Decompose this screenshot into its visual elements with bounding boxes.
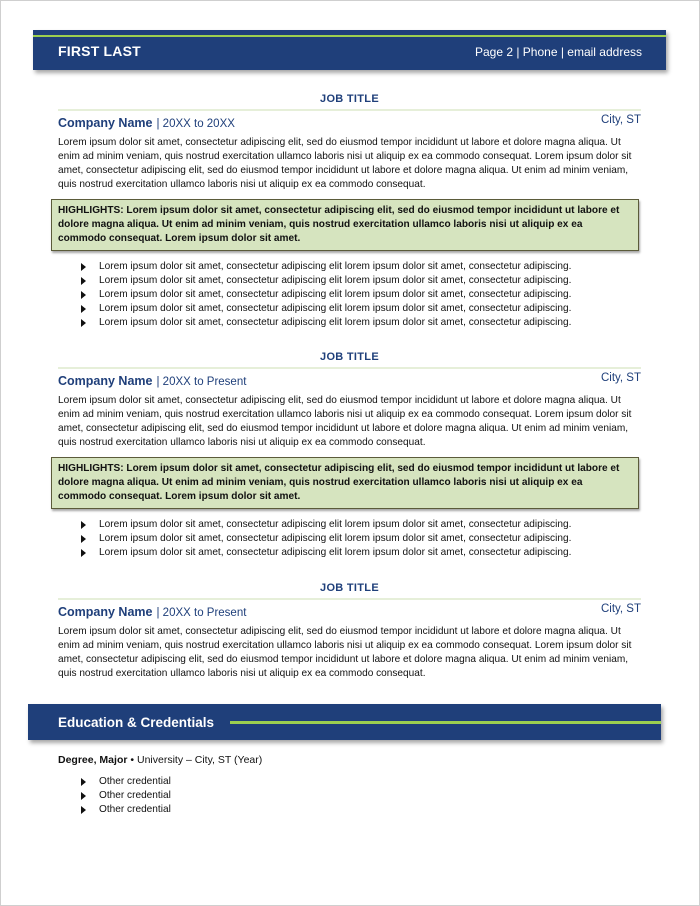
highlights-box: HIGHLIGHTS: Lorem ipsum dolor sit amet, consectetur adipiscing elit, sed do eiusmod tempor incididunt ut labore et dolore magna aliqua. Ut enim ad minim veniam, quis nostrud exercitation ullamco laboris nisi ut aliquip ex ea commodo consequat. Lorem ipsum dolor sit amet. <box>51 199 639 251</box>
bullet-arrow-icon <box>81 778 86 786</box>
job-section-2 <box>58 351 641 450</box>
list-item: Lorem ipsum dolor sit amet, consectetur adipiscing elit lorem ipsum dolor sit amet, consectetur adipiscing. <box>81 288 571 302</box>
list-item: Other credential <box>81 789 171 803</box>
company-row <box>58 109 641 130</box>
job-dates: | 20XX to Present <box>156 607 247 619</box>
job-title: JOB TITLE <box>320 93 379 105</box>
company-name: Company Name <box>58 116 153 130</box>
company-name: Company Name <box>58 605 153 619</box>
bullet-list <box>81 260 571 330</box>
job-description: Lorem ipsum dolor sit amet, consectetur adipiscing elit, sed do eiusmod tempor incididunt ut labore et dolore magna aliqua. Ut enim ad minim veniam, quis nostrud exercitation ullamco laboris nisi ut aliquip ex ea commodo consequat. Lorem ipsum dolor sit amet, consectetur adipiscing elit, sed do eiusmod tempor incididunt ut labore et dolore magna aliqua. Ut enim ad minim veniam, quis nostrud exercitation ullamco laboris nisi ut aliquip ex ea commodo consequat. <box>58 137 632 190</box>
bullet-arrow-icon <box>81 806 86 814</box>
list-item: Lorem ipsum dolor sit amet, consectetur adipiscing elit lorem ipsum dolor sit amet, consectetur adipiscing. <box>81 316 571 330</box>
degree-line <box>58 754 262 766</box>
candidate-name: FIRST LAST <box>58 43 141 59</box>
separator-bullet: • <box>130 754 135 766</box>
company-name: Company Name <box>58 374 153 388</box>
bullet-arrow-icon <box>81 319 86 327</box>
job-dates: | 20XX to Present <box>156 376 247 388</box>
job-title: JOB TITLE <box>320 582 379 594</box>
contact-info: Page 2 | Phone | email address <box>474 45 642 59</box>
bullet-list <box>81 518 571 560</box>
list-item: Lorem ipsum dolor sit amet, consectetur adipiscing elit lorem ipsum dolor sit amet, consectetur adipiscing. <box>81 274 571 288</box>
bullet-arrow-icon <box>81 535 86 543</box>
header-bar <box>33 30 666 70</box>
job-description: Lorem ipsum dolor sit amet, consectetur adipiscing elit, sed do eiusmod tempor incididunt ut labore et dolore magna aliqua. Ut enim ad minim veniam, quis nostrud exercitation ullamco laboris nisi ut aliquip ex ea commodo consequat. Lorem ipsum dolor sit amet, consectetur adipiscing elit, sed do eiusmod tempor incididunt ut labore et dolore magna aliqua. Ut enim ad minim veniam, quis nostrud exercitation ullamco laboris nisi ut aliquip ex ea commodo consequat. <box>58 626 632 679</box>
list-item: Other credential <box>81 803 171 817</box>
bullet-arrow-icon <box>81 792 86 800</box>
bullet-arrow-icon <box>81 263 86 271</box>
credential-list <box>81 775 171 817</box>
list-item: Lorem ipsum dolor sit amet, consectetur adipiscing elit lorem ipsum dolor sit amet, consectetur adipiscing. <box>81 546 571 560</box>
company-row <box>58 367 641 388</box>
bullet-arrow-icon <box>81 549 86 557</box>
bullet-arrow-icon <box>81 521 86 529</box>
job-section-3 <box>58 582 641 681</box>
job-location: City, ST <box>600 603 641 615</box>
job-location: City, ST <box>600 114 641 126</box>
job-description: Lorem ipsum dolor sit amet, consectetur adipiscing elit, sed do eiusmod tempor incididunt ut labore et dolore magna aliqua. Ut enim ad minim veniam, quis nostrud exercitation ullamco laboris nisi ut aliquip ex ea commodo consequat. Lorem ipsum dolor sit amet, consectetur adipiscing elit, sed do eiusmod tempor incididunt ut labore et dolore magna aliqua. Ut enim ad minim veniam, quis nostrud exercitation ullamco laboris nisi ut aliquip ex ea commodo consequat. <box>58 395 632 448</box>
job-dates: | 20XX to 20XX <box>156 118 235 130</box>
list-item: Other credential <box>81 775 171 789</box>
list-item: Lorem ipsum dolor sit amet, consectetur adipiscing elit lorem ipsum dolor sit amet, consectetur adipiscing. <box>81 518 571 532</box>
heading-accent-line <box>230 721 661 724</box>
highlights-box: HIGHLIGHTS: Lorem ipsum dolor sit amet, consectetur adipiscing elit, sed do eiusmod tempor incididunt ut labore et dolore magna aliqua. Ut enim ad minim veniam, quis nostrud exercitation ullamco laboris nisi ut aliquip ex ea commodo consequat. Lorem ipsum dolor sit amet. <box>51 457 639 509</box>
bullet-arrow-icon <box>81 277 86 285</box>
job-location: City, ST <box>600 372 641 384</box>
bullet-arrow-icon <box>81 291 86 299</box>
company-row <box>58 598 641 619</box>
job-title: JOB TITLE <box>320 351 379 363</box>
section-heading: Education & Credentials <box>58 715 215 730</box>
list-item: Lorem ipsum dolor sit amet, consectetur adipiscing elit lorem ipsum dolor sit amet, consectetur adipiscing. <box>81 532 571 546</box>
list-item: Lorem ipsum dolor sit amet, consectetur adipiscing elit lorem ipsum dolor sit amet, consectetur adipiscing. <box>81 302 571 316</box>
education-header-bar <box>28 704 661 740</box>
degree-major: Degree, Major <box>58 754 128 766</box>
institution: University – City, ST (Year) <box>136 754 263 766</box>
bullet-arrow-icon <box>81 305 86 313</box>
header-accent-line <box>33 35 666 37</box>
job-section-1 <box>58 93 641 192</box>
list-item: Lorem ipsum dolor sit amet, consectetur adipiscing elit lorem ipsum dolor sit amet, consectetur adipiscing. <box>81 260 571 274</box>
